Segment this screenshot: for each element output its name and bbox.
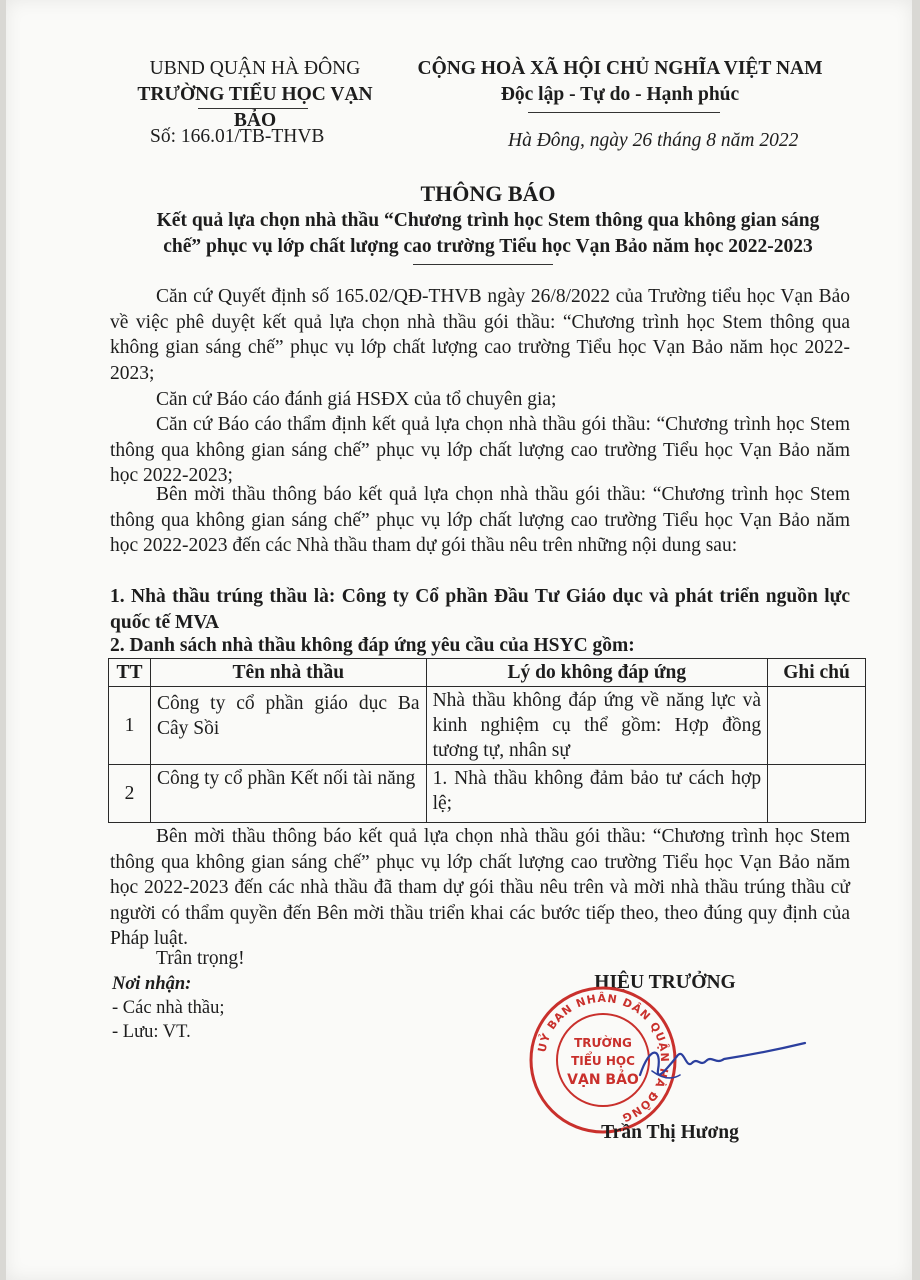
issuer-block [120,56,390,134]
signer-position: HIỆU TRƯỞNG [594,972,736,993]
handwritten-signature [600,1025,820,1105]
cell-tt: 2 [109,765,151,823]
document-title: THÔNG BÁO [420,181,556,206]
recipient-item: - Lưu: VT. [112,1022,191,1042]
paragraph-basis-evaluation: Căn cứ Báo cáo đánh giá HSĐX của tổ chuyên gia; [156,389,557,410]
cell-note [768,765,866,823]
cell-reason: Nhà thầu không đáp ứng về năng lực và kinh nghiệm cụ thể gồm: Hợp đồng tương tự, nhân sự [426,687,768,765]
title-underline [413,264,553,265]
header-reason: Lý do không đáp ứng [426,659,768,687]
cell-bidder-name: Công ty cổ phần Kết nối tài năng [150,765,426,823]
seal-inner-line-1: TRƯỜNG [574,1036,632,1050]
table-row [109,765,866,823]
seal-inner-line-3: VẠN BẢO [567,1072,639,1088]
signer-name: Trần Thị Hương [601,1122,739,1143]
recipients-label: Nơi nhận: [112,974,192,994]
seal-outer-text: UỶ BAN NHÂN DÂN QUẬN HÀ ĐÔNG [535,991,672,1125]
header-bidder-name: Tên nhà thầu [150,659,426,687]
regards: Trân trọng! [156,948,245,969]
issue-date: Hà Đông, ngày 26 tháng 8 năm 2022 [508,130,799,151]
document-number: Số: 166.01/TB-THVB [150,126,325,147]
rejected-bidders-table [108,658,866,823]
recipients-block [112,972,225,1044]
cell-tt: 1 [109,687,151,765]
paragraph-closing: Bên mời thầu thông báo kết quả lựa chọn nhà thầu gói thầu: “Chương trình học Stem thông qua không gian sáng chế” phục vụ lớp chất lượng cao trường Tiểu học Vạn Bảo năm học 2022-2023 đến các nhà thầu đã tham dự gói thầu nêu trên và mời nhà thầu trúng thầu cử người có thẩm quyền đến Bên mời thầu triển khai các bước tiếp theo, theo đúng quy định của Pháp luật. [110,826,850,949]
paragraph-basis-decision: Căn cứ Quyết định số 165.02/QĐ-THVB ngày 26/8/2022 của Trường tiểu học Vạn Bảo về việc phê duyệt kết quả lựa chọn nhà thầu gói thầu: “Chương trình học Stem thông qua không gian sáng chế” phục vụ lớp chất lượng cao trường Tiểu học Vạn Bảo năm học 2022-2023; [110,286,850,384]
cell-note [768,687,866,765]
motto-underline [528,112,720,113]
issuer-school: TRƯỜNG TIỂU HỌC VẠN BẢO [137,84,373,131]
national-title: CỘNG HOÀ XÃ HỘI CHỦ NGHĨA VIỆT NAM [417,58,823,79]
issuer-district: UBND QUẬN HÀ ĐÔNG [149,58,361,79]
cell-bidder-name: Công ty cổ phần giáo dục Ba Cây Sồi [150,687,426,765]
issuer-underline [198,108,308,109]
subject-line-2: chế” phục vụ lớp chất lượng cao trường Tiểu học Vạn Bảo năm học 2022-2023 [163,236,813,257]
table-header-row [109,659,866,687]
national-motto: Độc lập - Tự do - Hạnh phúc [500,84,740,105]
national-title-block [400,56,840,108]
paragraph-announcement: Bên mời thầu thông báo kết quả lựa chọn nhà thầu gói thầu: “Chương trình học Stem thông qua không gian sáng chế” phục vụ lớp chất lượng cao trường Tiểu học Vạn Bảo năm học 2022-2023 đến các Nhà thầu tham dự gói thầu nêu trên những nội dung sau: [110,484,850,556]
section-winner: 1. Nhà thầu trúng thầu là: Công ty Cổ phần Đầu Tư Giáo dục và phát triển nguồn lực quốc tế MVA [110,586,850,633]
section-rejected-list: 2. Danh sách nhà thầu không đáp ứng yêu cầu của HSYC gồm: [110,635,635,656]
subject-line-1: Kết quả lựa chọn nhà thầu “Chương trình học Stem thông qua không gian sáng [156,210,820,231]
table-row [109,687,866,765]
header-note: Ghi chú [768,659,866,687]
recipient-item: - Các nhà thầu; [112,998,225,1018]
document-subject [108,208,868,260]
paragraph-basis-appraisal: Căn cứ Báo cáo thẩm định kết quả lựa chọn nhà thầu gói thầu: “Chương trình học Stem thông qua không gian sáng chế” phục vụ lớp chất lượng cao trường Tiểu học Vạn Bảo năm học 2022-2023; [110,414,850,486]
seal-inner-line-2: TIỂU HỌC [571,1054,635,1068]
header-tt: TT [109,659,151,687]
cell-reason: 1. Nhà thầu không đảm bảo tư cách hợp lệ; [426,765,768,823]
